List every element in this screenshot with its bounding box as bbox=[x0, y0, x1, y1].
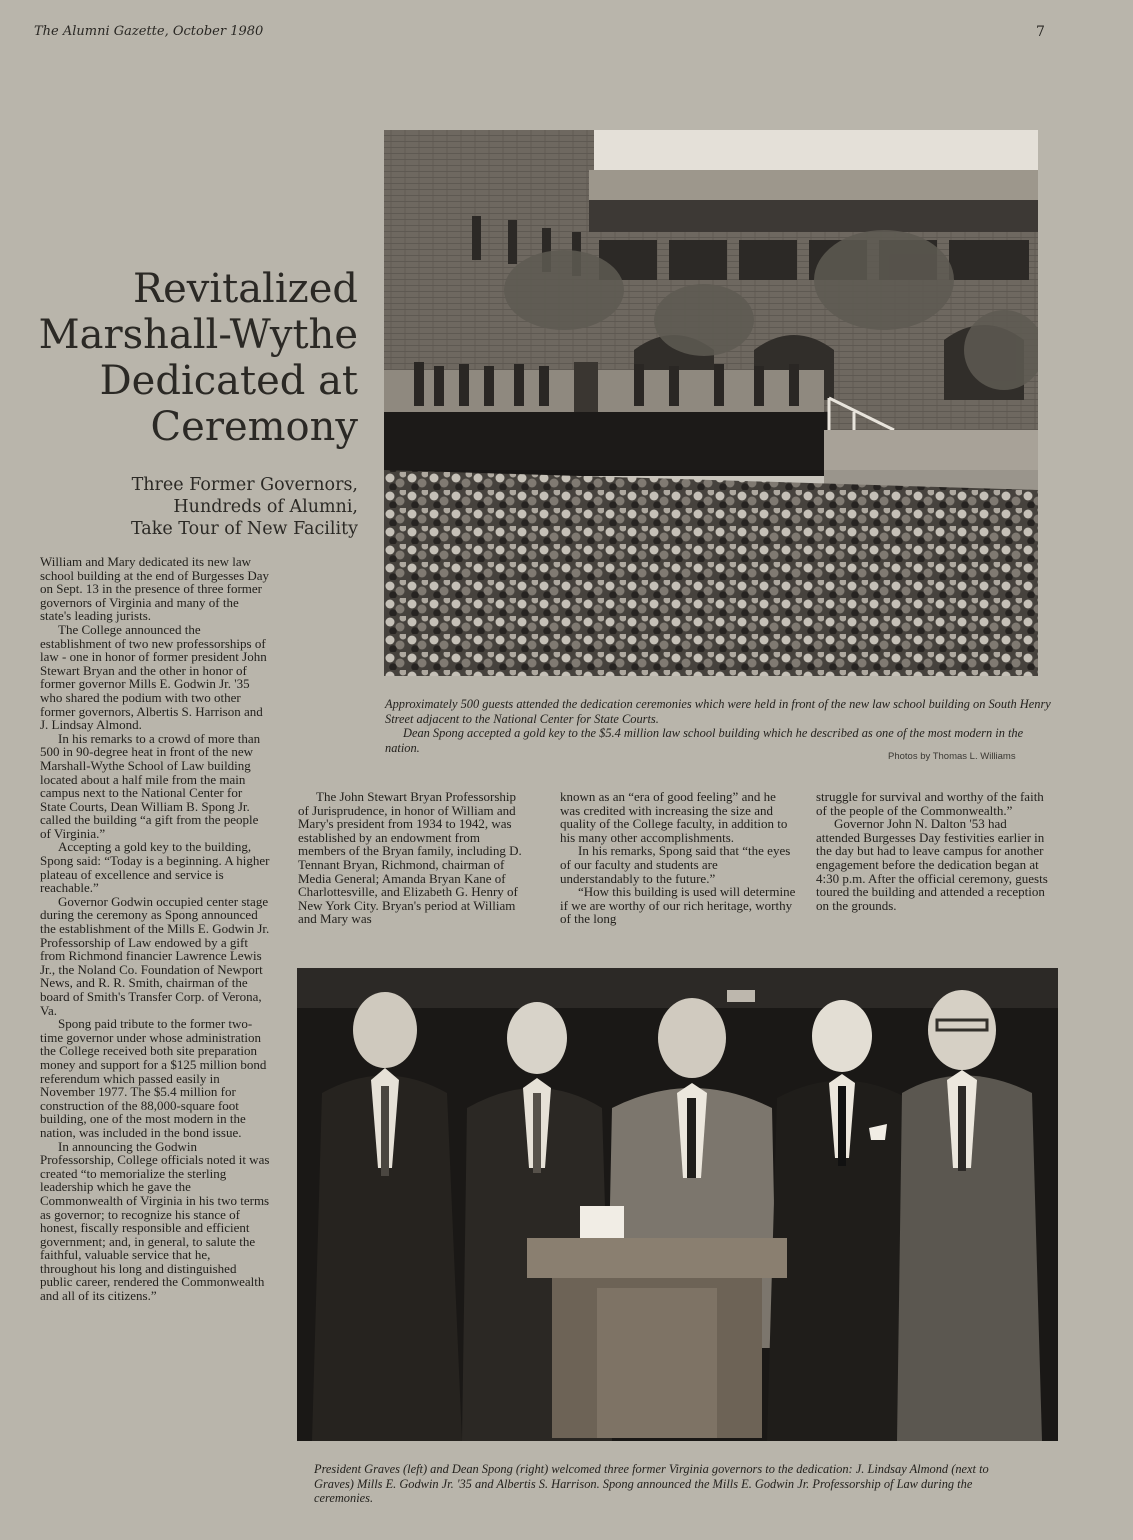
top-photo-caption bbox=[385, 697, 1055, 755]
ceremony-photo-drawing bbox=[384, 130, 1038, 676]
governors-group-photo bbox=[297, 968, 1058, 1441]
caption-line: Approximately 500 guests attended the dedication ceremonies which were held in front of the new law school building on South Henry Street adjacent to the National Center for State Courts. bbox=[385, 697, 1051, 726]
podium bbox=[527, 1238, 787, 1438]
subhead-line: Hundreds of Alumni, bbox=[173, 497, 358, 517]
subhead bbox=[40, 474, 358, 540]
article-paragraph: Governor John N. Dalton '53 had attended Burgesses Day festivities earlier in the day but had to leave campus for another engagement before the dedication began at 4:30 p.m. After the official ceremony, guests toured the building and attended a reception on the grounds. bbox=[816, 816, 1048, 913]
article-paragraph: Accepting a gold key to the building, Spong said: “Today is a beginning. A higher plateau of excellence and service is reachable.” bbox=[40, 839, 270, 896]
headline-line: Revitalized bbox=[132, 266, 358, 312]
article-column-a bbox=[298, 790, 528, 926]
article-column-c bbox=[816, 790, 1050, 912]
article-paragraph: Governor Godwin occupied center stage during the ceremony as Spong announced the establishment of the Mills E. Godwin Jr. Professorship of Law endowed by a gift from Richmond financier Lawrence Lewis Jr., the Noland Co. Foundation of Newport News, and R. R. Smith, chairman of the board of Smith's Transfer Corp. of Verona, Va. bbox=[40, 893, 270, 1018]
headline-line: Ceremony bbox=[150, 404, 358, 450]
article-paragraph: known as an “era of good feeling” and he was credited with increasing the size and quality of the College faculty, in addition to his many other accomplishments. bbox=[560, 789, 788, 845]
article-paragraph: In his remarks, Spong said that “the eyes of our faculty and students are understandably to the future.” bbox=[560, 843, 791, 886]
article-paragraph: struggle for survival and worthy of the faith of the people of the Commonwealth.” bbox=[816, 789, 1044, 818]
subhead-line: Three Former Governors, bbox=[131, 475, 358, 495]
caption-line: Dean Spong accepted a gold key to the $5.4 million law school building which he described as one of the most modern in the nation. bbox=[385, 726, 1024, 755]
headline-line: Marshall-Wythe bbox=[38, 312, 358, 358]
headline bbox=[30, 266, 358, 450]
article-paragraph: The John Stewart Bryan Professorship of Jurisprudence, in honor of William and Mary's president from 1934 to 1942, was established by an endowment from members of the Bryan family, including D. Tennant Bryan, Richmond, chairman of Media General; Amanda Bryan Kane of Charlottesville, and Elizabeth G. Henry of New York City. Bryan's period at William and Mary was bbox=[298, 789, 522, 927]
article-paragraph: Spong paid tribute to the former two-time governor under whose administration the College received both site preparation money and support for a $125 million bond referendum which passed easily in November 1977. The $5.4 million for construction of the 88,000-square foot building, one of the most modern in the nation, was included in the bond issue. bbox=[40, 1016, 267, 1140]
headline-line: Dedicated at bbox=[99, 358, 358, 404]
article-column-b bbox=[560, 790, 796, 926]
article-paragraph: William and Mary dedicated its new law school building at the end of Burgesses Day on Sept. 13 in the presence of three former governors of Virginia and many of the state's leading jurists. bbox=[40, 554, 270, 624]
subhead-line: Take Tour of New Facility bbox=[130, 519, 358, 539]
page-number: 7 bbox=[1036, 24, 1045, 40]
article-paragraph: The College announced the establishment of two new professorships of law - one in honor of former president John Stewart Bryan and the other in honor of former governor Mills E. Godwin Jr. '35 who shared the podium with two other former governors, Albertis S. Harrison and J. Lindsay Almond. bbox=[40, 621, 267, 733]
running-head: The Alumni Gazette, October 1980 bbox=[34, 24, 264, 39]
article-paragraph: In announcing the Godwin Professorship, College officials noted it was created “to memorialize the sterling leadership which he gave the Commonwealth of Virginia in his two terms as governor; to recognize his stance of honest, fiscally responsible and efficient government; and, in general, to salute the faithful, valuable service that he, throughout his long and distinguished public career, rendered the Commonwealth and all of its citizens.” bbox=[40, 1138, 270, 1304]
group-photo-drawing bbox=[297, 968, 1058, 1441]
photo-credit: Photos by Thomas L. Williams bbox=[888, 751, 1016, 762]
article-paragraph: “How this building is used will determine if we are worthy of our rich heritage, worthy of the long bbox=[560, 884, 796, 927]
article-column-left bbox=[40, 555, 270, 1303]
bottom-photo-caption: President Graves (left) and Dean Spong (right) welcomed three former Virginia governors to the dedication: J. Lindsay Almond (next to Graves) Mills E. Godwin Jr. '35 and Albertis S. Harrison. Spong announced the Mills E. Godwin Jr. Professorship of Law during the ceremonies. bbox=[314, 1462, 989, 1505]
dedication-ceremony-photo bbox=[384, 130, 1038, 676]
article-paragraph: In his remarks to a crowd of more than 500 in 90-degree heat in front of the new Marshall-Wythe School of Law building located about a half mile from the main campus next to the National Center for State Courts, Dean William B. Spong Jr. called the building “a gift from the people of Virginia.” bbox=[40, 730, 261, 841]
